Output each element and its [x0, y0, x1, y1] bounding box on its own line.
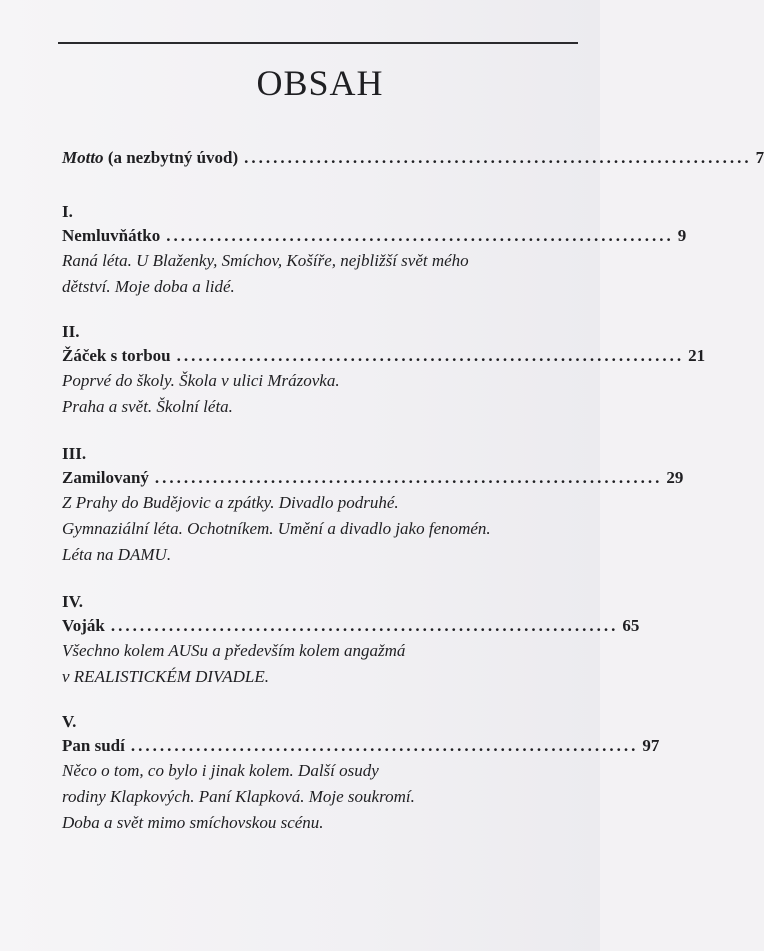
leader-dots: ...................................................................... — [176, 346, 685, 365]
chapter-description: Raná léta. U Blaženky, Smíchov, Košíře, nejbližší svět mého dětství. Moje doba a lidé. — [62, 251, 469, 296]
top-rule — [58, 42, 578, 44]
page-number: 97 — [642, 736, 660, 755]
toc-line — [62, 224, 687, 248]
chapter-numeral: II. — [62, 322, 80, 341]
toc-line — [62, 146, 764, 170]
leader-dots: ...................................................................... — [110, 616, 619, 635]
page-number: 21 — [688, 346, 706, 365]
page-number: 29 — [666, 468, 684, 487]
toc-title: Zamilovaný — [62, 468, 149, 487]
toc-title: Žáček s torbou — [62, 346, 171, 365]
page-number: 7 — [755, 148, 764, 167]
toc-line — [62, 466, 684, 490]
toc-entry-chapter-5 — [62, 710, 660, 836]
toc-entry-chapter-4 — [62, 590, 640, 690]
toc-entry-chapter-2 — [62, 320, 706, 420]
toc-entry-chapter-1 — [62, 200, 687, 300]
chapter-description: Poprvé do školy. Škola v ulici Mrázovka. Praha a svět. Školní léta. — [62, 371, 340, 416]
toc-line — [62, 614, 640, 638]
leader-dots: ...................................................................... — [154, 468, 663, 487]
leader-dots: ...................................................................... — [166, 226, 674, 245]
chapter-description: Něco o tom, co bylo i jinak kolem. Další osudy rodiny Klapkových. Paní Klapková. Moje soukromí. Doba a svět mimo smíchovskou scénu. — [62, 761, 415, 832]
toc-title: Motto (a nezbytný úvod) — [62, 148, 239, 167]
page-number: 65 — [622, 616, 640, 635]
toc-entry-chapter-3 — [62, 442, 684, 568]
leader-dots: ...................................................................... — [244, 148, 752, 167]
chapter-numeral: V. — [62, 712, 77, 731]
chapter-numeral: I. — [62, 202, 73, 221]
chapter-numeral: IV. — [62, 592, 83, 611]
toc-entry-motto — [62, 146, 764, 170]
page-title: OBSAH — [256, 63, 384, 103]
chapter-numeral: III. — [62, 444, 87, 463]
toc-title: Pan sudí — [62, 736, 125, 755]
leader-dots: ...................................................................... — [130, 736, 639, 755]
page-number: 9 — [677, 226, 687, 245]
toc-title: Voják — [62, 616, 105, 635]
toc-title: Nemluvňátko — [62, 226, 161, 245]
toc-line — [62, 734, 660, 758]
chapter-description: Z Prahy do Budějovic a zpátky. Divadlo podruhé. Gymnaziální léta. Ochotníkem. Umění a divadlo jako fenomén. Léta na DAMU. — [62, 493, 491, 564]
toc-line — [62, 344, 706, 368]
chapter-description: Všechno kolem AUSu a především kolem angažmá v REALISTICKÉM DIVADLE. — [62, 641, 406, 686]
